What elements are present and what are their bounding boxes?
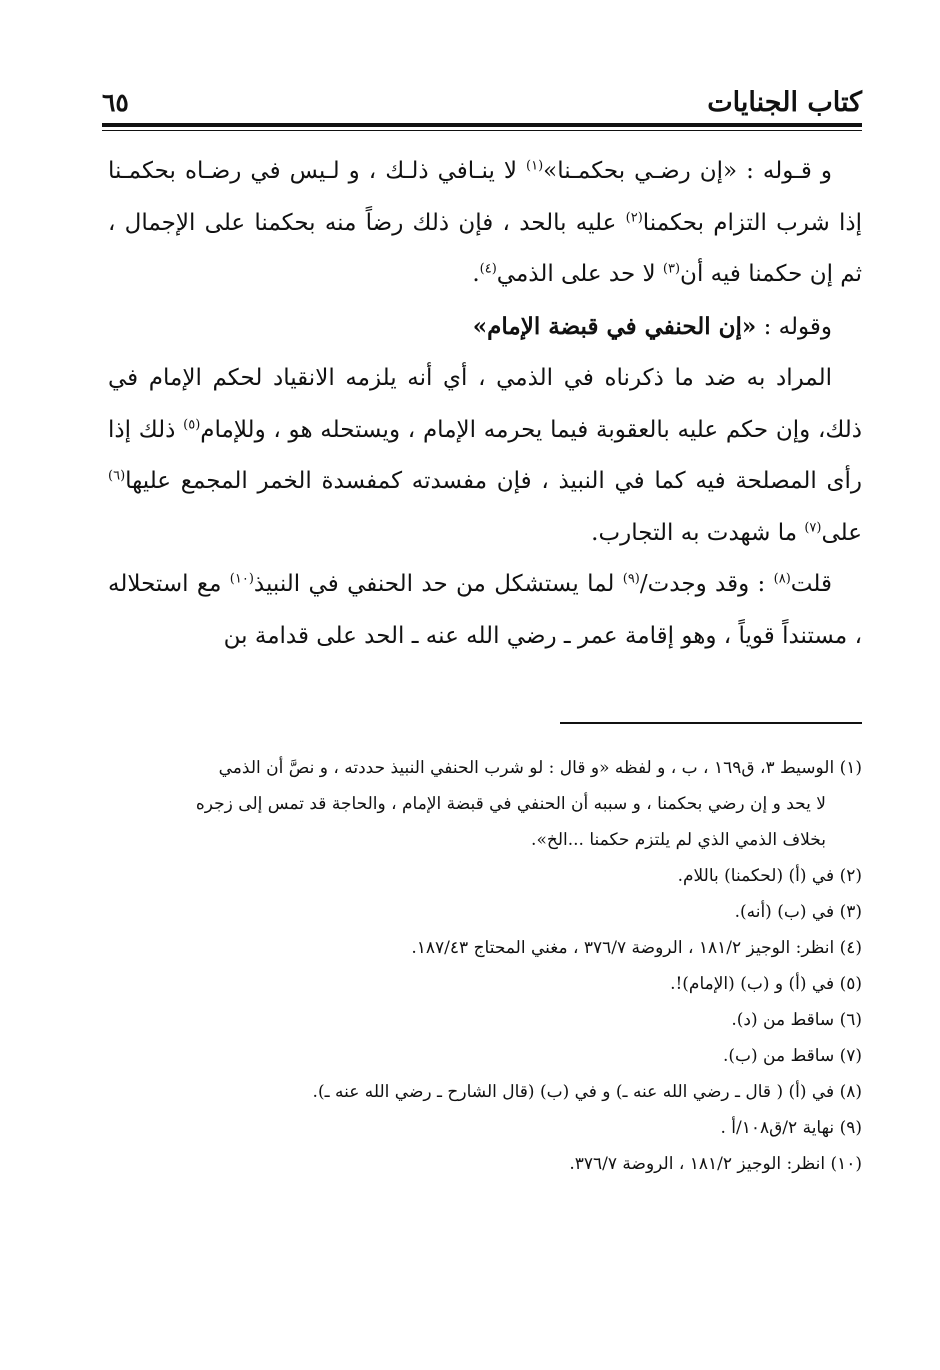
text-run: ما شهدت به التجارب. (591, 519, 805, 546)
footnote-ref-2: (٢) (625, 209, 643, 225)
footnote-ref-7: (٧) (804, 519, 822, 535)
footnote-6: (٦) ساقط من (د). (731, 1010, 862, 1030)
paragraph-4 (108, 559, 862, 662)
footnote-1-line-1: (١) الوسيط ٣، ق١٦٩ ، ب ، و لفظه «و قال : لو شرب الحنفي النبيذ حددته ، و نصَّ أن الذمي (218, 758, 862, 778)
text-run: وقوله : (756, 313, 832, 340)
footnote-5: (٥) في (أ) و (ب) (الإمام)!. (670, 974, 862, 994)
text-run: مع استحلاله ، مستنداً قوياً ، وهو إقامة عمر ـ رضي الله عنه ـ الحد على قدامة بن (108, 571, 862, 649)
text-run: و قـوله : «إن رضـي بحكمـنا» (543, 158, 832, 184)
paragraph-3 (108, 353, 862, 559)
text-run: . (472, 261, 480, 287)
text-run: لا حد على الذمي (496, 261, 663, 287)
footnote-1-line-2: لا يحد و إن رضي بحكمنا ، و سببه أن الحنفي في قبضة الإمام ، والحاجة قد تمس إلى زجره (195, 794, 826, 814)
paragraph-1 (108, 146, 862, 301)
footnote-9: (٩) نهاية ٢/ق١٠٨/أ . (720, 1118, 862, 1138)
footnote-3: (٣) في (ب) (أنه). (734, 902, 862, 922)
footnote-ref-1: (١) (526, 158, 544, 174)
text-run: : وقد وجدت/ (639, 571, 774, 597)
footnote-10: (١٠) انظر: الوجيز ١٨١/٢ ، الروضة ٣٧٦/٧. (569, 1154, 862, 1174)
chapter-title: كتاب الجنايات (707, 87, 862, 118)
header-rule-thick (102, 123, 862, 127)
footnote-1-line-3: بخلاف الذمي الذي لم يلتزم حكمنا ...الخ». (531, 830, 826, 850)
footnote-ref-3: (٣) (662, 261, 681, 277)
footnote-ref-4: (٤) (479, 261, 497, 277)
footnote-ref-8: (٨) (773, 571, 791, 587)
page-number: ٦٥ (102, 88, 129, 117)
footnote-separator (560, 722, 862, 724)
footnotes (108, 750, 862, 1182)
text-run: لا ينـافي ذلـك ، و لـيس في رضـاه بحكمـنا إذا شرب التزام بحكمنا (108, 158, 862, 236)
footnote-ref-5: (٥) (183, 416, 201, 432)
text-run: ذلك إذا رأى المصلحة فيه كما في النبيذ ، فإن مفسدته كمفسدة الخمر المجمع عليها (108, 416, 862, 494)
text-run: المراد به ضد ما ذكرناه في الذمي ، أي أنه يلزمه الانقياد لحكم الإمام في ذلك، وإن حكم عليه بالعقوبة فيما يحرمه الإمام ، ويستحله هو ، وللإمام (108, 365, 863, 443)
footnote-7: (٧) ساقط من (ب). (722, 1046, 862, 1066)
footnote-ref-9: (٩) (622, 571, 640, 587)
footnote-ref-10: (١٠) (229, 571, 254, 587)
text-run: قلت (790, 571, 832, 597)
text-run: عليه بالحد ، فإن ذلك رضاً منه بحكمنا على الإجمال ، ثم إن حكمنا فيه أن (108, 209, 862, 287)
paragraph-2 (108, 301, 862, 354)
header-rule-thin (102, 130, 862, 131)
footnote-8: (٨) في (أ) ( قال ـ رضي الله عنه ـ) و في (ب) (قال الشارح ـ رضي الله عنه ـ). (312, 1082, 862, 1102)
main-text (108, 146, 862, 662)
quoted-heading: «إن الحنفي في قبضة الإمام» (472, 312, 757, 340)
text-run: لما يستشكل من حد الحنفي في النبيذ (253, 571, 623, 597)
text-run: على (821, 519, 862, 546)
footnote-2: (٢) في (أ) (لحكمنا) باللام. (677, 866, 862, 886)
footnote-4: (٤) انظر: الوجيز ١٨١/٢ ، الروضة ٣٧٦/٧ ، مغني المحتاج ١٨٧/٤٣. (411, 938, 862, 958)
footnote-ref-6: (٦) (108, 468, 126, 484)
running-header (102, 84, 862, 120)
